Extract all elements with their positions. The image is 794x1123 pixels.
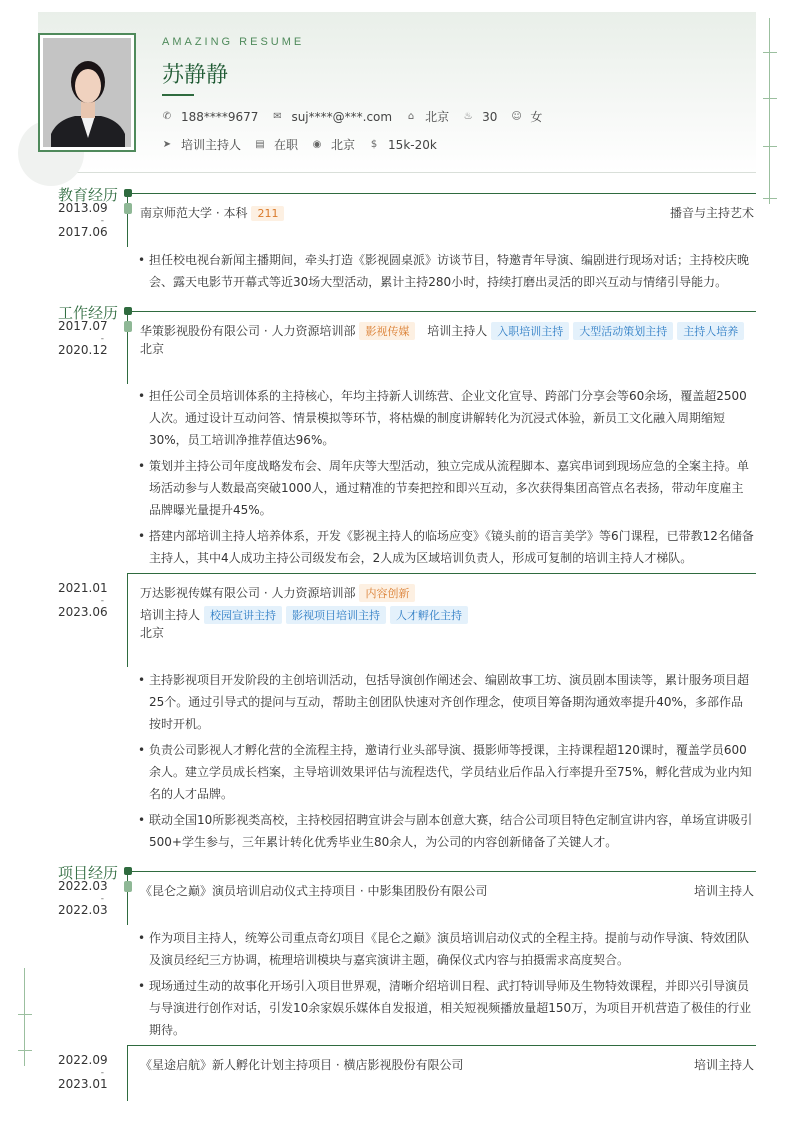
section-title-projects: 项目经历	[58, 864, 119, 882]
entry-divider	[127, 573, 756, 574]
section-divider	[128, 311, 756, 312]
position-line	[140, 606, 468, 624]
money-icon: $	[370, 138, 378, 150]
cake-icon: ♨	[463, 110, 473, 122]
timeline-line	[127, 193, 128, 247]
timeline-line	[127, 573, 128, 667]
entry-end-date: 2022.03	[58, 903, 108, 917]
candidate-name: 苏静静	[162, 63, 229, 88]
skill-tag-badge: 影视项目培训主持	[286, 606, 386, 624]
city-item	[312, 136, 355, 153]
contact-row	[162, 108, 556, 125]
job-text: 培训主持人	[181, 138, 242, 152]
name-underline	[162, 94, 194, 96]
status-item	[255, 136, 298, 153]
company-name: 华策影视股份有限公司 · 人力资源培训部	[140, 324, 356, 338]
phone-icon: ✆	[162, 110, 172, 122]
school-name: 南京师范大学 · 本科	[140, 206, 248, 220]
home-item	[406, 108, 449, 125]
job-item	[162, 136, 241, 153]
age-text: 30	[482, 109, 498, 124]
send-icon: ➤	[162, 138, 172, 150]
section-marker	[124, 867, 132, 875]
company-line	[140, 322, 744, 340]
city-text: 北京	[331, 138, 356, 152]
date-separator: -	[100, 1068, 104, 1078]
list-item: • 搭建内部培训主持人培养体系，开发《影视主持人的临场应变》《镜头前的语言美学》等6门课程，已带教12名储备主持人，其中4人成功主持公司级发布会，2人成为区域培训负责人，形成可复制的培训主持人才梯队。	[138, 529, 754, 565]
major-text: 播音与主持艺术	[669, 206, 754, 220]
decorative-tick	[763, 52, 777, 53]
timeline-line	[127, 871, 128, 925]
entry-end-date: 2023.06	[58, 605, 108, 619]
list-item: • 负责公司影视人才孵化营的全流程主持，邀请行业头部导演、摄影师等授课，主持课程超120课时，覆盖学员600余人。建立学员成长档案，主导培训效果评估与流程迭代，学员结业后作品入行率提升至75%，孵化营成为业内知名的人才品牌。	[138, 743, 752, 801]
decorative-tick	[18, 1050, 32, 1051]
resume-tagline: AMAZING RESUME	[162, 36, 305, 48]
list-item: • 联动全国10所影视类高校，主持校园招聘宣讲会与剧本创意大赛，结合公司项目特色定制宣讲内容，单场宣讲吸引500+学生参与，三年累计转化优秀毕业生80余人，为公司的内容创新储备了关键人才。	[138, 813, 753, 849]
phone-item	[162, 110, 258, 124]
location-pin-icon: ◉	[312, 138, 322, 150]
entry-start-date: 2022.09	[58, 1053, 108, 1067]
decorative-line-left	[24, 968, 25, 1066]
gender-item	[511, 108, 542, 125]
email-item	[272, 110, 392, 124]
section-marker	[124, 307, 132, 315]
project-name: 《星途启航》新人孵化计划主持项目 · 横店影视股份有限公司	[140, 1058, 464, 1072]
section-divider	[128, 193, 756, 194]
company-tag-badge: 内容创新	[359, 584, 415, 602]
company-name: 万达影视传媒有限公司 · 人力资源培训部	[140, 586, 356, 600]
decorative-line-right	[769, 18, 770, 204]
list-item: • 作为项目主持人，统筹公司重点奇幻项目《昆仑之巅》演员培训启动仪式的全程主持。提前与动作导演、特效团队及演员经纪三方协调，梳理培训模块与嘉宾演讲主题，确保仪式内容与拍摄需求高度契合。	[138, 931, 750, 967]
timeline-marker	[124, 881, 132, 892]
decorative-tick	[18, 1014, 32, 1015]
company-tag-badge: 影视传媒	[359, 322, 415, 340]
school-line	[140, 204, 284, 221]
entry-start-date: 2013.09	[58, 201, 108, 215]
status-text: 在职	[274, 138, 299, 152]
section-title-education: 教育经历	[58, 186, 119, 204]
skill-tag-badge: 主持人培养	[677, 322, 744, 340]
school-tag-badge: 211	[251, 206, 284, 221]
list-item: • 主持影视项目开发阶段的主创培训活动，包括导演创作阐述会、编剧故事工坊、演员剧本围读等，累计服务项目超25个。通过引导式的提问与互动，帮助主创团队快速对齐创作理念，使项目筹备期沟通效率提升40%，多部作品按时开机。	[138, 673, 750, 731]
position-text: 培训主持人	[140, 608, 201, 622]
email-icon: ✉	[273, 110, 282, 122]
list-item: • 担任公司全员培训体系的主持核心，年均主持新人训练营、企业文化宣导、跨部门分享会等60余场，覆盖超2500人次。通过设计互动问答、情景模拟等环节，将枯燥的制度讲解转化为沉浸式体验，新员工文化融入周期缩短30%，员工培训净推荐值达96%。	[138, 389, 747, 447]
section-title-work: 工作经历	[58, 304, 119, 322]
date-separator: -	[100, 216, 104, 226]
avatar-portrait-icon	[43, 38, 131, 147]
entry-start-date: 2021.01	[58, 581, 108, 595]
entry-end-date: 2023.01	[58, 1077, 108, 1091]
timeline-marker	[124, 203, 132, 214]
gender-icon: ☺	[511, 110, 522, 122]
entry-end-date: 2020.12	[58, 343, 108, 357]
list-item: • 现场通过生动的故事化开场引入项目世界观，清晰介绍培训日程、武打特训导师及生物特效课程，并即兴引导演员与导演进行创作对话，引发10余家娱乐媒体自发报道，相关短视频播放量超150万，为项目开机营造了极佳的行业期待。	[138, 979, 752, 1037]
project-role: 培训主持人	[693, 1058, 754, 1072]
decorative-tick	[763, 98, 777, 99]
skill-tag-badge: 大型活动策划主持	[573, 322, 673, 340]
section-divider	[128, 871, 756, 872]
home-icon: ⌂	[407, 110, 415, 122]
age-item	[463, 110, 497, 124]
decorative-tick	[763, 146, 777, 147]
position-text: 培训主持人	[427, 324, 488, 338]
entry-start-date: 2022.03	[58, 879, 108, 893]
date-separator: -	[100, 894, 104, 904]
phone-text: 188****9677	[181, 109, 259, 124]
intention-row	[162, 136, 451, 153]
project-name: 《昆仑之巅》演员培训启动仪式主持项目 · 中影集团股份有限公司	[140, 884, 488, 898]
gender-text: 女	[530, 110, 543, 124]
project-role: 培训主持人	[693, 884, 754, 898]
entry-end-date: 2017.06	[58, 225, 108, 239]
date-separator: -	[100, 596, 104, 606]
date-separator: -	[100, 334, 104, 344]
skill-tag-badge: 校园宣讲主持	[204, 606, 282, 624]
timeline-marker	[124, 321, 132, 332]
entry-divider	[127, 1045, 756, 1046]
list-item: • 担任校电视台新闻主播期间，牵头打造《影视圆桌派》访谈节目，特邀青年导演、编剧进行现场对话；主持校庆晚会、露天电影节开幕式等近30场大型活动，累计主持280小时，持续打磨出灵活的即兴互动与情绪引导能力。	[138, 253, 750, 289]
skill-tag-badge: 人才孵化主持	[390, 606, 468, 624]
salary-item	[369, 138, 437, 152]
skill-tag-badge: 入职培训主持	[491, 322, 569, 340]
timeline-line	[127, 1045, 128, 1101]
avatar-frame	[38, 33, 136, 152]
location-text: 北京	[140, 626, 165, 640]
home-text: 北京	[425, 110, 450, 124]
email-text: suj****@***.com	[291, 109, 393, 124]
avatar	[43, 38, 131, 147]
decorative-tick	[763, 198, 777, 199]
section-marker	[124, 189, 132, 197]
briefcase-icon: ▤	[255, 138, 265, 150]
entry-start-date: 2017.07	[58, 319, 108, 333]
location-text: 北京	[140, 342, 165, 356]
list-item: • 策划并主持公司年度战略发布会、周年庆等大型活动，独立完成从流程脚本、嘉宾串词到现场应急的全案主持。单场活动参与人数最高突破1000人，通过精准的节奏把控和即兴互动，多次获得集团高管点名表扬，带动年度雇主品牌曝光量提升45%。	[138, 459, 750, 517]
salary-text: 15k-20k	[388, 137, 437, 152]
company-line	[140, 584, 415, 602]
